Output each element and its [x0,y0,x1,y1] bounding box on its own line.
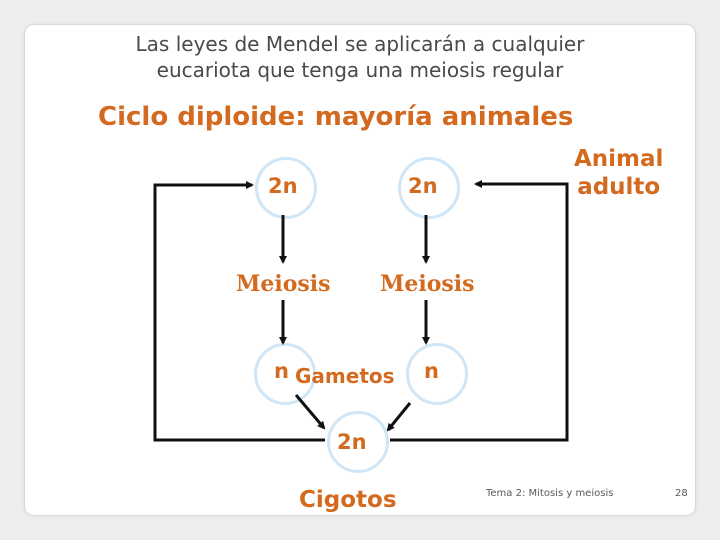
animal-line-1: Animal [574,146,664,172]
slide-subtitle: Ciclo diploide: mayoría animales [98,102,574,132]
label-left-2n: 2n [268,174,298,198]
label-animal-adulto [574,145,663,201]
animal-line-2: adulto [577,174,661,200]
loop-right [390,184,567,440]
arrow-left-n-to-zygote [296,395,324,428]
footer-course: Tema 2: Mitosis y meiosis [486,488,614,499]
arrow-right-n-to-zygote [388,403,410,430]
label-zygote-2n: 2n [337,430,367,454]
label-n-right: n [424,359,439,383]
label-cigotos: Cigotos [299,487,397,513]
title-line-2: eucariota que tenga una meiosis regular [156,58,564,82]
label-meiosis-right: Meiosis [380,271,475,297]
title-line-1: Las leyes de Mendel se aplicarán a cualquier [135,32,585,56]
label-meiosis-left: Meiosis [236,271,331,297]
footer-page-number: 28 [675,488,688,499]
label-n-left: n [274,359,289,383]
loop-left [155,185,325,440]
label-gametos: Gametos [295,364,395,388]
label-right-2n: 2n [408,174,438,198]
